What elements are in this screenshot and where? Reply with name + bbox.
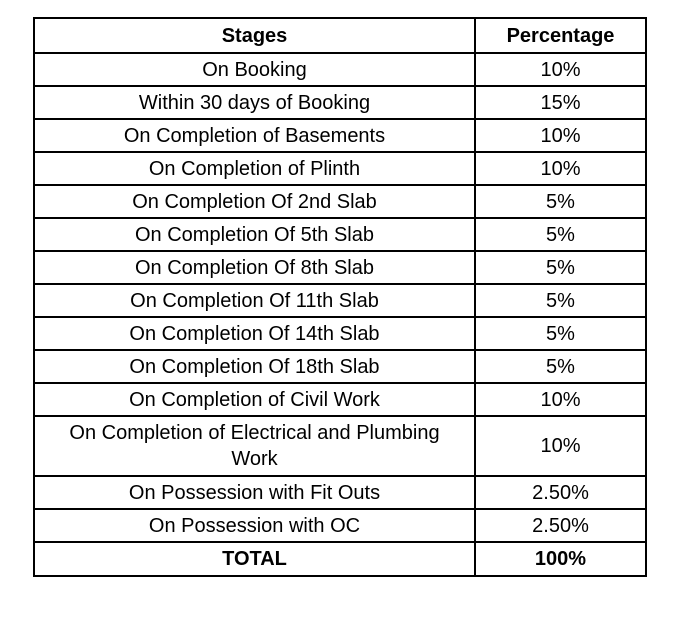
table-row xyxy=(34,350,646,383)
stage-cell: On Completion Of 11th Slab xyxy=(34,284,475,317)
percentage-cell: 5% xyxy=(475,284,646,317)
percentage-cell: 15% xyxy=(475,86,646,119)
table-row xyxy=(34,317,646,350)
stage-cell: On Completion Of 5th Slab xyxy=(34,218,475,251)
total-label: TOTAL xyxy=(34,542,475,576)
table-row xyxy=(34,251,646,284)
table-row xyxy=(34,185,646,218)
table-row xyxy=(34,416,646,476)
percentage-cell: 10% xyxy=(475,119,646,152)
percentage-cell: 2.50% xyxy=(475,509,646,542)
percentage-cell: 10% xyxy=(475,53,646,86)
percentage-cell: 5% xyxy=(475,317,646,350)
percentage-cell: 5% xyxy=(475,350,646,383)
stage-cell: On Completion of Civil Work xyxy=(34,383,475,416)
stage-cell: On Possession with OC xyxy=(34,509,475,542)
percentage-cell: 10% xyxy=(475,416,646,476)
table-row xyxy=(34,284,646,317)
stage-cell: On Booking xyxy=(34,53,475,86)
header-stages: Stages xyxy=(34,18,475,53)
total-percentage: 100% xyxy=(475,542,646,576)
stage-cell: On Completion of Basements xyxy=(34,119,475,152)
stage-cell: On Completion Of 8th Slab xyxy=(34,251,475,284)
stage-cell: On Completion of Plinth xyxy=(34,152,475,185)
percentage-cell: 10% xyxy=(475,383,646,416)
stage-cell: On Completion Of 18th Slab xyxy=(34,350,475,383)
table-row xyxy=(34,509,646,542)
percentage-cell: 5% xyxy=(475,251,646,284)
stage-cell: On Possession with Fit Outs xyxy=(34,476,475,509)
payment-schedule-table xyxy=(33,17,647,577)
table-row xyxy=(34,218,646,251)
percentage-cell: 5% xyxy=(475,218,646,251)
total-row xyxy=(34,542,646,576)
table-row xyxy=(34,86,646,119)
percentage-cell: 2.50% xyxy=(475,476,646,509)
table-row xyxy=(34,119,646,152)
table-row xyxy=(34,476,646,509)
stage-cell: On Completion Of 2nd Slab xyxy=(34,185,475,218)
table-header-row xyxy=(34,18,646,53)
table-row xyxy=(34,152,646,185)
percentage-cell: 5% xyxy=(475,185,646,218)
header-percentage: Percentage xyxy=(475,18,646,53)
table-row xyxy=(34,383,646,416)
table-row xyxy=(34,53,646,86)
percentage-cell: 10% xyxy=(475,152,646,185)
stage-cell: Within 30 days of Booking xyxy=(34,86,475,119)
stage-cell: On Completion Of 14th Slab xyxy=(34,317,475,350)
stage-cell: On Completion of Electrical and Plumbing Work xyxy=(34,416,475,476)
